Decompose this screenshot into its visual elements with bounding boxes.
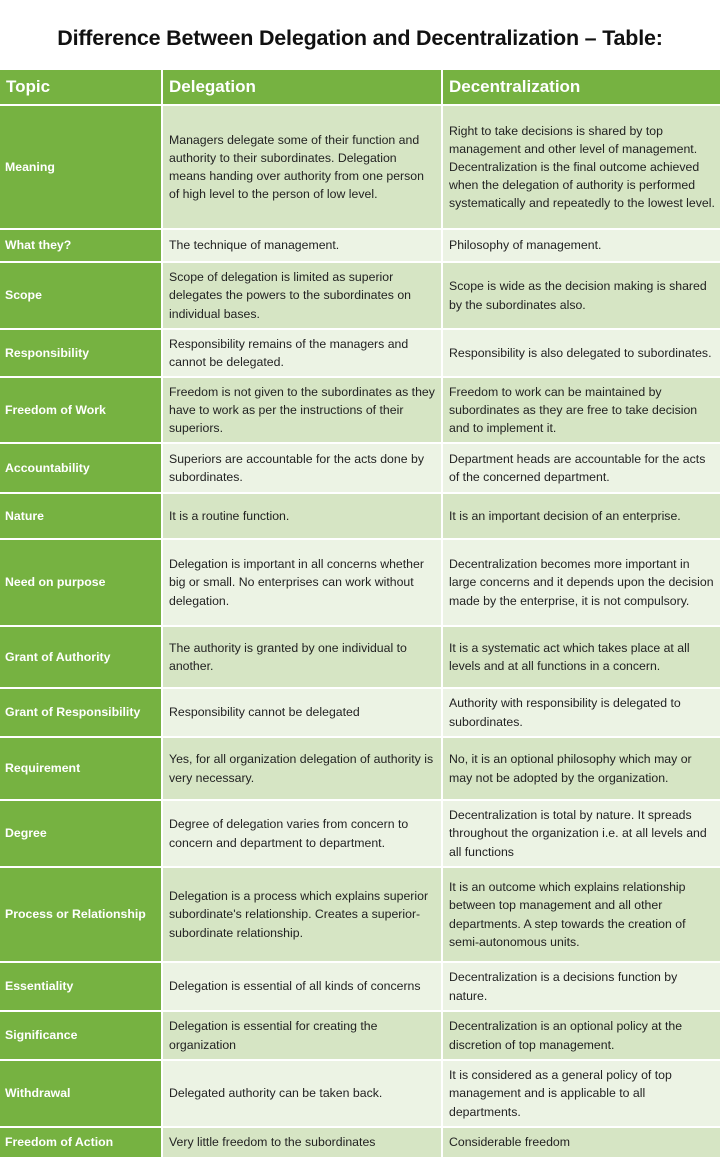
delegation-cell: The technique of management. (162, 229, 442, 262)
delegation-cell: Very little freedom to the subordinates (162, 1127, 442, 1157)
decentralization-cell: It is considered as a general policy of top management and is applicable to all departments. (442, 1060, 720, 1127)
row-topic: Essentiality (0, 962, 162, 1011)
header-topic: Topic (0, 70, 162, 105)
decentralization-cell: Decentralization becomes more important in large concerns and it depends upon the decision made by the enterprise, it is not compulsory. (442, 539, 720, 626)
decentralization-cell: Responsibility is also delegated to subordinates. (442, 329, 720, 377)
row-topic: Grant of Authority (0, 626, 162, 688)
decentralization-cell: Decentralization is total by nature. It spreads throughout the organization i.e. at all levels and all functions (442, 800, 720, 867)
header-delegation: Delegation (162, 70, 442, 105)
decentralization-cell: It is an important decision of an enterprise. (442, 493, 720, 539)
row-topic: Grant of Responsibility (0, 688, 162, 737)
decentralization-cell: Decentralization is a decisions function by nature. (442, 962, 720, 1011)
decentralization-cell: Scope is wide as the decision making is shared by the subordinates also. (442, 262, 720, 329)
table-row (0, 443, 720, 493)
delegation-cell: Delegated authority can be taken back. (162, 1060, 442, 1127)
header-decentralization: Decentralization (442, 70, 720, 105)
delegation-cell: Degree of delegation varies from concern to concern and department to department. (162, 800, 442, 867)
decentralization-cell: Right to take decisions is shared by top management and other level of management. Decentralization is the final outcome achieved when the delegation of authority is performed systematically and repeatedly to the lowest level. (442, 105, 720, 229)
table-row (0, 1011, 720, 1060)
row-topic: Freedom of Work (0, 377, 162, 443)
row-topic: Accountability (0, 443, 162, 493)
delegation-cell: Responsibility remains of the managers and cannot be delegated. (162, 329, 442, 377)
decentralization-cell: Freedom to work can be maintained by subordinates as they are free to take decision and to implement it. (442, 377, 720, 443)
delegation-cell: Yes, for all organization delegation of authority is very necessary. (162, 737, 442, 800)
decentralization-cell: It is an outcome which explains relationship between top management and all other departments. A step towards the creation of semi-autonomous units. (442, 867, 720, 962)
row-topic: Withdrawal (0, 1060, 162, 1127)
comparison-table (0, 70, 720, 1157)
delegation-cell: Delegation is important in all concerns whether big or small. No enterprises can work without delegation. (162, 539, 442, 626)
page-title: Difference Between Delegation and Decentralization – Table: (57, 26, 663, 50)
table-row (0, 737, 720, 800)
delegation-cell: Delegation is essential for creating the organization (162, 1011, 442, 1060)
table-row (0, 105, 720, 229)
delegation-cell: Delegation is essential of all kinds of concerns (162, 962, 442, 1011)
decentralization-cell: Authority with responsibility is delegated to subordinates. (442, 688, 720, 737)
decentralization-cell: Philosophy of management. (442, 229, 720, 262)
table-row (0, 626, 720, 688)
table-row (0, 800, 720, 867)
row-topic: What they? (0, 229, 162, 262)
table-row (0, 539, 720, 626)
table-row (0, 262, 720, 329)
delegation-cell: The authority is granted by one individual to another. (162, 626, 442, 688)
decentralization-cell: Department heads are accountable for the acts of the concerned department. (442, 443, 720, 493)
table-header-row (0, 70, 720, 105)
table-row (0, 688, 720, 737)
decentralization-cell: No, it is an optional philosophy which may or may not be adopted by the organization. (442, 737, 720, 800)
delegation-cell: It is a routine function. (162, 493, 442, 539)
row-topic: Nature (0, 493, 162, 539)
row-topic: Process or Relationship (0, 867, 162, 962)
delegation-cell: Delegation is a process which explains superior subordinate's relationship. Creates a superior-subordinate relationship. (162, 867, 442, 962)
decentralization-cell: Decentralization is an optional policy at the discretion of top management. (442, 1011, 720, 1060)
delegation-cell: Scope of delegation is limited as superior delegates the powers to the subordinates on individual bases. (162, 262, 442, 329)
row-topic: Degree (0, 800, 162, 867)
decentralization-cell: Considerable freedom (442, 1127, 720, 1157)
row-topic: Meaning (0, 105, 162, 229)
delegation-cell: Freedom is not given to the subordinates as they have to work as per the instructions of their superiors. (162, 377, 442, 443)
table-row (0, 1127, 720, 1157)
delegation-cell: Managers delegate some of their function and authority to their subordinates. Delegation means handing over authority from one person of high level to the person of low level. (162, 105, 442, 229)
row-topic: Scope (0, 262, 162, 329)
table-row (0, 377, 720, 443)
table-row (0, 867, 720, 962)
row-topic: Responsibility (0, 329, 162, 377)
table-row (0, 329, 720, 377)
table-row (0, 962, 720, 1011)
table-row (0, 493, 720, 539)
row-topic: Significance (0, 1011, 162, 1060)
row-topic: Need on purpose (0, 539, 162, 626)
table-row (0, 1060, 720, 1127)
delegation-cell: Responsibility cannot be delegated (162, 688, 442, 737)
row-topic: Freedom of Action (0, 1127, 162, 1157)
row-topic: Requirement (0, 737, 162, 800)
decentralization-cell: It is a systematic act which takes place at all levels and at all functions in a concern. (442, 626, 720, 688)
delegation-cell: Superiors are accountable for the acts done by subordinates. (162, 443, 442, 493)
table-row (0, 229, 720, 262)
